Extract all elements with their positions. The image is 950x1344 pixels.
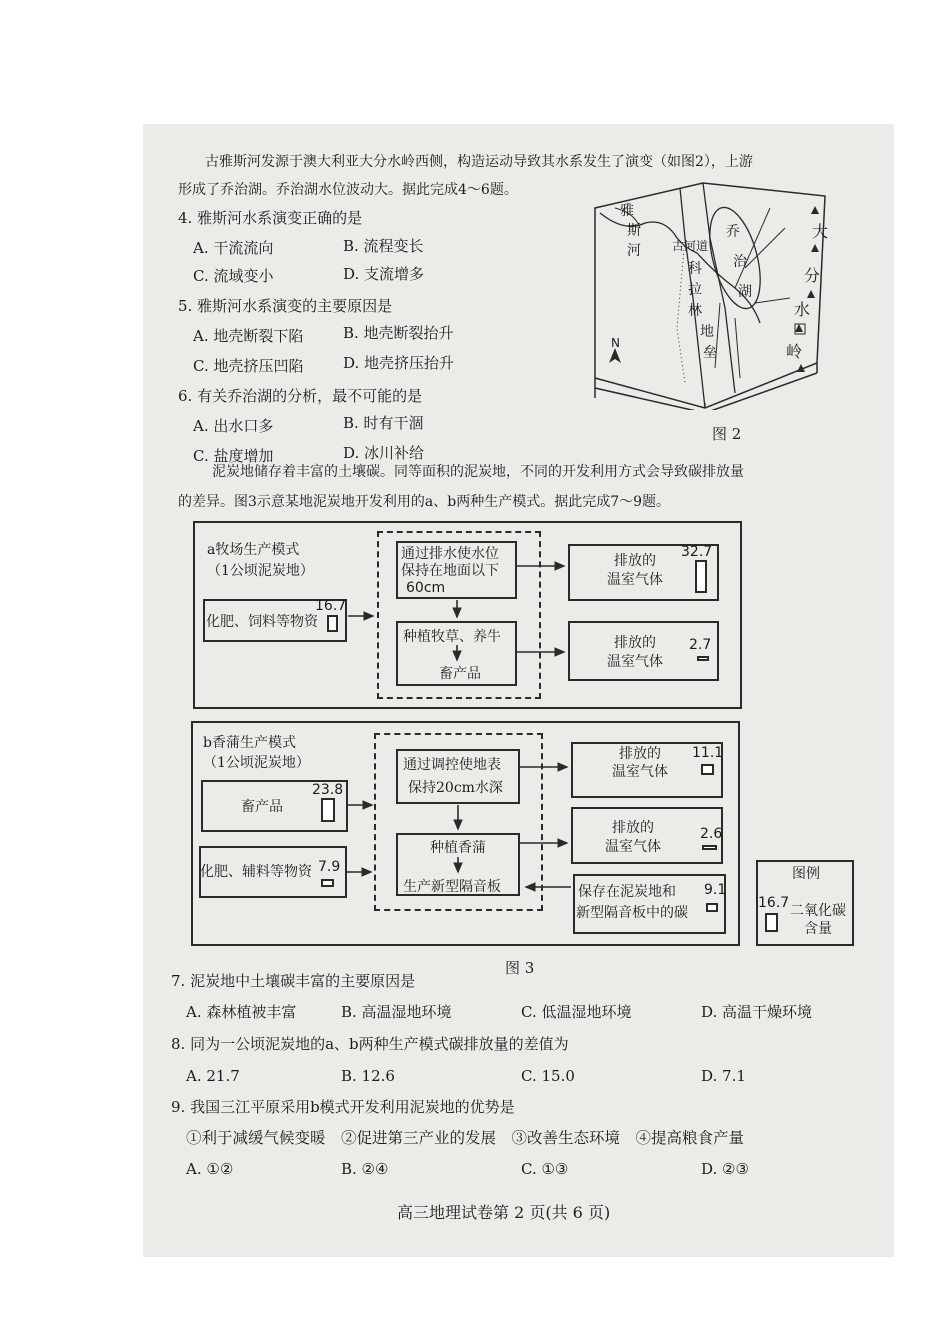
q4-stem: 4. 雅斯河水系演变正确的是 — [178, 209, 363, 227]
fig3-a-subtitle: （1公顷泥炭地） — [207, 563, 314, 579]
fig3-b-store-1: 保存在泥炭地和 — [578, 884, 676, 900]
q6-option-d[interactable]: D. 冰川补给 — [343, 444, 425, 462]
fig3-b-emit1-value: 11.1 — [692, 745, 724, 761]
q7-stem: 7. 泥炭地中土壤碳丰富的主要原因是 — [171, 972, 416, 990]
q6-option-b[interactable]: B. 时有干涸 — [343, 414, 424, 432]
fig3-a-title: a牧场生产模式 — [207, 542, 300, 558]
fig2-caption: 图 2 — [712, 425, 742, 443]
fig3-a-drain-1: 通过排水使水位 — [401, 546, 499, 562]
q9-stem: 9. 我国三江平原采用b模式开发利用泥炭地的优势是 — [171, 1098, 515, 1116]
fig3-a-emit1-label-1: 排放的 — [614, 553, 656, 569]
fig3-a-input-value: 16.7 — [315, 598, 347, 614]
q9-option-a[interactable]: A. ①② — [186, 1160, 234, 1178]
q6-option-a[interactable]: A. 出水口多 — [193, 417, 274, 435]
q7-option-d[interactable]: D. 高温干燥环境 — [701, 1003, 813, 1021]
fig3-legend-title: 图例 — [792, 866, 820, 882]
fig3-a-emit1-value: 32.7 — [681, 544, 713, 560]
fig2-north-label: N — [611, 336, 620, 350]
q4-option-c[interactable]: C. 流域变小 — [193, 267, 274, 285]
fig3-a-plant-1: 种植牧草、养牛 — [403, 629, 501, 645]
q9-statements: ①利于减缓气候变暖 ②促进第三产业的发展 ③改善生态环境 ④提高粮食产量 — [186, 1129, 745, 1147]
q7-option-c[interactable]: C. 低温湿地环境 — [521, 1003, 632, 1021]
fig3-b-emit1-label-2: 温室气体 — [612, 764, 668, 780]
q8-stem: 8. 同为一公顷泥炭地的a、b两种生产模式碳排放量的差值为 — [171, 1035, 569, 1053]
fig3-b-water-2: 保持20cm水深 — [408, 780, 503, 796]
fig2-old-channel-label: 古河道 — [672, 239, 709, 253]
q5-option-c[interactable]: C. 地壳挤压凹陷 — [193, 357, 304, 375]
fig3-a-emit2-value: 2.7 — [689, 637, 712, 653]
fig3-b-emit2-label-1: 排放的 — [612, 820, 654, 836]
page-footer: 高三地理试卷第 2 页(共 6 页) — [397, 1203, 611, 1222]
q5-option-a[interactable]: A. 地壳断裂下陷 — [193, 327, 304, 345]
q5-stem: 5. 雅斯河水系演变的主要原因是 — [178, 297, 393, 315]
fig2-ridge-1: 大 — [812, 222, 829, 241]
fig3-b-store-2: 新型隔音板中的碳 — [576, 905, 688, 921]
fig3-legend-label-2: 含量 — [804, 921, 832, 937]
fig3-b-livestock-label: 畜产品 — [241, 799, 283, 815]
fig2-kela-3: 林 — [688, 303, 702, 319]
fig3-a-drain-3: 60cm — [406, 580, 446, 596]
fig3-b-emit2-value: 2.6 — [700, 826, 723, 842]
q8-option-b[interactable]: B. 12.6 — [341, 1067, 395, 1085]
q4-option-d[interactable]: D. 支流增多 — [343, 265, 425, 283]
q7-option-a[interactable]: A. 森林植被丰富 — [186, 1003, 297, 1021]
q9-option-d[interactable]: D. ②③ — [701, 1160, 749, 1178]
fig3-b-store-value: 9.1 — [704, 882, 727, 898]
q9-option-c[interactable]: C. ①③ — [521, 1160, 569, 1178]
fig3-b-title: b香蒲生产模式 — [203, 735, 296, 751]
fig3-b-input-label: 化肥、辅料等物资 — [200, 864, 312, 880]
q4-option-a[interactable]: A. 干流流向 — [193, 239, 274, 257]
fig3-legend-value: 16.7 — [758, 895, 790, 911]
q7-option-b[interactable]: B. 高温湿地环境 — [341, 1003, 452, 1021]
q8-option-d[interactable]: D. 7.1 — [701, 1067, 746, 1085]
fig2-yasi-1: 雅 — [620, 203, 634, 219]
intro2-line1: 泥炭地储存着丰富的土壤碳。同等面积的泥炭地，不同的开发利用方式会导致碳排放量 — [212, 464, 744, 480]
fig3-legend-bar-sample — [765, 913, 778, 932]
fig3-b-livestock-value: 23.8 — [312, 782, 344, 798]
q5-option-b[interactable]: B. 地壳断裂抬升 — [343, 324, 454, 342]
fig2-kela-2: 拉 — [688, 282, 702, 298]
fig3-b-input-value: 7.9 — [318, 859, 341, 875]
fig3-a-emit2-label-1: 排放的 — [614, 635, 656, 651]
fig3-a-input-label: 化肥、饲料等物资 — [206, 614, 318, 630]
fig3-caption: 图 3 — [505, 959, 535, 977]
fig2-yasi-2: 斯 — [627, 223, 641, 239]
fig2-kela-5: 垒 — [703, 345, 717, 361]
fig2-yasi-3: 河 — [627, 243, 641, 259]
fig2-lake-1: 乔 — [726, 224, 740, 240]
fig2-ridge-3: 水 — [794, 300, 811, 319]
q6-stem: 6. 有关乔治湖的分析，最不可能的是 — [178, 387, 423, 405]
fig3-a-emit2-label-2: 温室气体 — [607, 654, 663, 670]
fig3-a-drain-2: 保持在地面以下 — [401, 563, 499, 579]
q5-option-d[interactable]: D. 地壳挤压抬升 — [343, 354, 455, 372]
fig3-b-emit2-label-2: 温室气体 — [605, 839, 661, 855]
fig3-b-plant-2: 生产新型隔音板 — [403, 879, 501, 895]
intro1-line1: 古雅斯河发源于澳大利亚大分水岭西侧，构造运动导致其水系发生了演变（如图2），上游 — [205, 154, 753, 170]
q8-option-c[interactable]: C. 15.0 — [521, 1067, 575, 1085]
q4-option-b[interactable]: B. 流程变长 — [343, 237, 424, 255]
intro2-line2: 的差异。图3示意某地泥炭地开发利用的a、b两种生产模式。据此完成7～9题。 — [178, 494, 671, 510]
q8-option-a[interactable]: A. 21.7 — [186, 1067, 240, 1085]
fig3-legend-label-1: 二氧化碳 — [790, 903, 846, 919]
fig3-b-subtitle: （1公顷泥炭地） — [203, 755, 310, 771]
q9-option-b[interactable]: B. ②④ — [341, 1160, 389, 1178]
fig3-b-emit1-label-1: 排放的 — [619, 746, 661, 762]
fig2-lake-2: 治 — [733, 254, 747, 270]
fig2-ridge-4: 岭 — [786, 342, 803, 361]
fig3-a-plant-2: 畜产品 — [439, 666, 481, 682]
fig2-ridge-2: 分 — [804, 266, 821, 285]
intro1-line2: 形成了乔治湖。乔治湖水位波动大。据此完成4～6题。 — [178, 182, 518, 198]
fig2-lake-3: 湖 — [738, 284, 752, 300]
fig3-b-water-1: 通过调控使地表 — [403, 757, 501, 773]
fig3-b-plant-1: 种植香蒲 — [430, 840, 486, 856]
fig2-kela-4: 地 — [700, 324, 714, 340]
q6-option-c[interactable]: C. 盐度增加 — [193, 447, 274, 465]
fig3-a-emit1-label-2: 温室气体 — [607, 572, 663, 588]
fig2-kela-1: 科 — [688, 261, 702, 277]
